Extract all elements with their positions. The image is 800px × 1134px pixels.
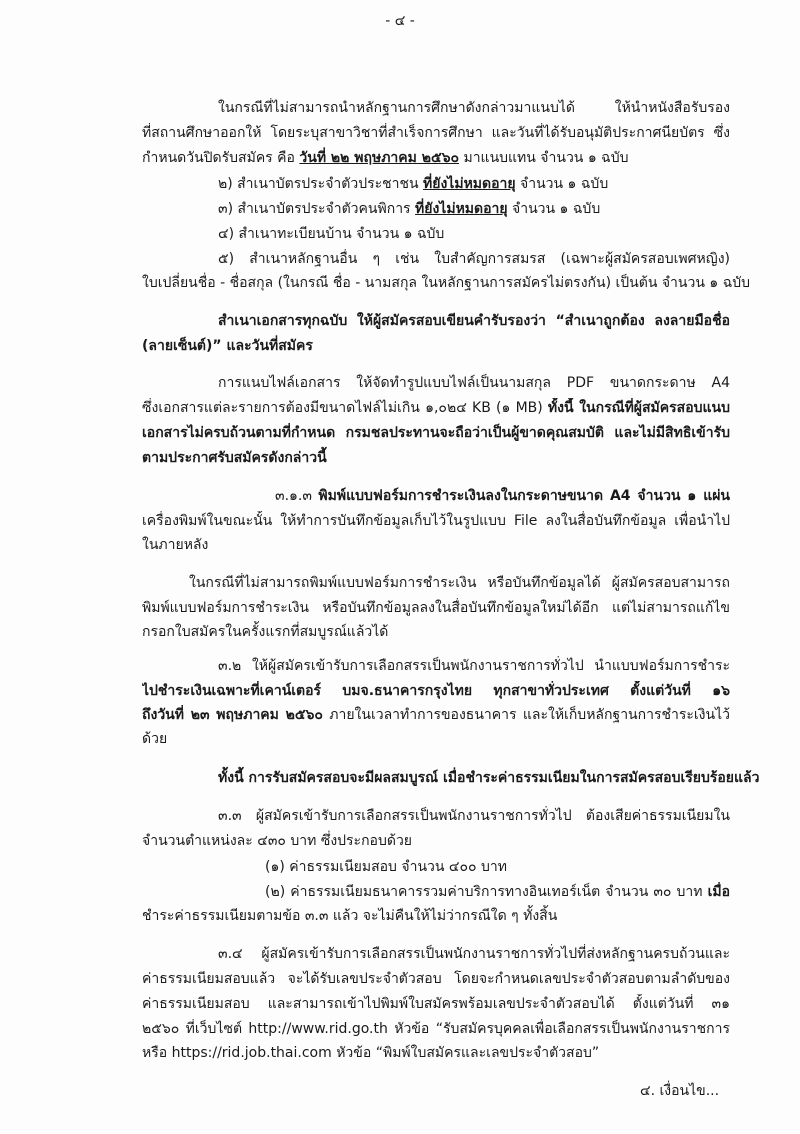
text-segment: (๒) ค่าธรรมเนียมธนาคารรวมค่าบริการทางอินเทอร์เน็ต จำนวน ๓๐ บาท — [265, 884, 708, 900]
page-number: - ๔ - — [385, 13, 415, 29]
text-segment: ค่าธรรมเนียมสอบ และสามารถเข้าไปพิมพ์ใบสมัครพร้อมเลขประจำตัวสอบได้ ตั้งแต่วันที่ ๓๑ — [142, 996, 730, 1012]
text-line — [265, 882, 730, 902]
text-line — [218, 224, 730, 244]
bold-text: ทั้งนี้ การรับสมัครสอบจะมีผลสมบูรณ์ เมื่อชำระค่าธรรมเนียมในการสมัครสอบเรียบร้อยแล้ว — [218, 770, 760, 786]
text-line — [142, 423, 730, 443]
text-line — [142, 123, 730, 143]
text-segment: ๔. เงื่อนไข... — [640, 1083, 720, 1099]
bold-text: ไปชำระเงินเฉพาะที่เคาน์เตอร์ บมจ.ธนาคารกรุงไทย ทุกสาขาทั่วประเทศ ตั้งแต่วันที่ ๑๖ — [142, 683, 730, 699]
text-line — [142, 705, 730, 725]
bold-text: เมื่อ — [707, 884, 730, 900]
text-line — [142, 598, 730, 618]
text-segment: ด้วย — [142, 731, 168, 747]
bold-text: เอกสารไม่ครบถ้วนตามที่กำหนด กรมชลประทานจะถือว่าเป็นผู้ขาดคุณสมบัติ และไม่มีสิทธิเข้ารับ — [142, 425, 730, 441]
text-line — [142, 448, 730, 468]
text-line — [142, 969, 730, 989]
underlined-emphasis: ที่ยังไม่หมดอายุ — [423, 176, 516, 192]
text-segment: ๔) สำเนาทะเบียนบ้าน จำนวน ๑ ฉบับ — [218, 226, 445, 242]
text-line — [142, 398, 730, 418]
text-segment: ๒) สำเนาบัตรประจำตัวประชาชน — [218, 176, 424, 192]
text-segment: ๓) สำเนาบัตรประจำตัวคนพิการ — [218, 201, 416, 217]
bold-text: พิมพ์แบบฟอร์มการชำระเงินลงในกระดาษขนาด A4 จำนวน ๑ แผ่น — [318, 488, 730, 504]
text-segment: จำนวนตำแหน่งละ ๔๓๐ บาท ซึ่งประกอบด้วย — [142, 833, 413, 849]
text-segment: มาแนบแทน จำนวน ๑ ฉบับ — [459, 150, 629, 166]
continuation-footer — [640, 1081, 719, 1101]
text-line — [189, 573, 730, 593]
text-line — [218, 806, 730, 826]
text-line — [142, 622, 730, 642]
text-segment: กำหนดวันปิดรับสมัคร คือ — [142, 150, 300, 166]
text-line — [218, 311, 730, 331]
text-segment: ๒๕๖๐ ที่เว็บไซต์ http://www.rid.go.th หัวข้อ “รับสมัครบุคคลเพื่อเลือกสรรเป็นพนักงานราชการ — [142, 1021, 730, 1037]
text-segment: หรือ https://rid.job.thai.com หัวข้อ “พิมพ์ใบสมัครและเลขประจำตัวสอบ” — [142, 1045, 600, 1061]
text-segment: กรอกใบสมัครในครั้งแรกที่สมบูรณ์แล้วได้ — [142, 624, 389, 640]
bold-text: ตามประกาศรับสมัครดังกล่าวนี้ — [142, 450, 327, 466]
underlined-emphasis: ที่ยังไม่หมดอายุ — [415, 201, 508, 217]
text-line — [142, 535, 730, 555]
text-line — [142, 336, 730, 356]
text-segment: ค่าธรรมเนียมสอบแล้ว จะได้รับเลขประจำตัวสอบ โดยจะกำหนดเลขประจำตัวสอบตามลำดับของ — [142, 971, 730, 987]
text-segment: ๓.๔ ผู้สมัครเข้ารับการเลือกสรรเป็นพนักงานราชการทั่วไปที่ส่งหลักฐานครบถ้วนและ — [218, 946, 730, 962]
text-segment: (๑) ค่าธรรมเนียมสอบ จำนวน ๔๐๐ บาท — [265, 859, 508, 875]
text-line — [218, 656, 730, 676]
text-line — [142, 729, 730, 749]
text-line — [218, 768, 760, 788]
text-segment: ที่สถานศึกษาออกให้ โดยระบุสาขาวิชาที่สำเร็จการศึกษา และวันที่ได้รับอนุมัติประกาศนียบัตร ซึ่ง — [142, 125, 730, 141]
text-segment: ๕) สำเนาหลักฐานอื่น ๆ เช่น ใบสำคัญการสมรส (เฉพาะผู้สมัครสอบเพศหญิง) — [218, 251, 730, 267]
bold-text: (ลายเซ็นต์)” และวันที่สมัคร — [142, 338, 313, 354]
text-line — [142, 681, 730, 701]
text-line — [142, 994, 730, 1014]
text-segment: ๓.๓ ผู้สมัครเข้ารับการเลือกสรรเป็นพนักงานราชการทั่วไป ต้องเสียค่าธรรมเนียมใน — [218, 808, 730, 824]
text-segment: ในกรณีที่ไม่สามารถพิมพ์แบบฟอร์มการชำระเงิน หรือบันทึกข้อมูลได้ ผู้สมัครสอบสามารถ — [189, 575, 730, 591]
text-line — [218, 944, 730, 964]
text-segment: เครื่องพิมพ์ในขณะนั้น ให้ทำการบันทึกข้อมูลเก็บไว้ในรูปแบบ File ลงในสื่อบันทึกข้อมูล เพื่อนำไป — [142, 513, 730, 529]
text-line — [142, 906, 730, 926]
text-line — [142, 831, 730, 851]
text-segment: พิมพ์แบบฟอร์มการชำระเงิน หรือบันทึกข้อมูลลงในสื่อบันทึกข้อมูลใหม่ได้อีก แต่ไม่สามารถแก้ไข — [142, 600, 730, 616]
text-segment: จำนวน ๑ ฉบับ — [515, 176, 609, 192]
bold-text: สำเนาเอกสารทุกฉบับ ให้ผู้สมัครสอบเขียนคำรับรองว่า “สำเนาถูกต้อง ลงลายมือชื่อ — [218, 313, 730, 329]
text-line — [275, 486, 730, 506]
text-segment: การแนบไฟล์เอกสาร ให้จัดทำรูปแบบไฟล์เป็นนามสกุล PDF ขนาดกระดาษ A4 — [218, 375, 730, 391]
text-line — [218, 249, 730, 269]
text-segment: ภายในเวลาทำการของธนาคาร และให้เก็บหลักฐานการชำระเงินไว้ — [329, 707, 730, 723]
bold-text: ถึงวันที่ ๒๓ พฤษภาคม ๒๕๖๐ — [142, 707, 323, 723]
text-line — [218, 98, 730, 118]
text-line — [218, 199, 730, 219]
text-line — [142, 148, 730, 168]
text-segment: ในภายหลัง — [142, 537, 209, 553]
bold-text: ทั้งนี้ ในกรณีที่ผู้สมัครสอบแนบ — [547, 400, 730, 416]
underlined-emphasis: วันที่ ๒๒ พฤษภาคม ๒๕๖๐ — [299, 150, 460, 166]
text-line — [218, 373, 730, 393]
text-segment: จำนวน ๑ ฉบับ — [507, 201, 601, 217]
text-segment: ใบเปลี่ยนชื่อ - ชื่อสกุล (ในกรณี ชื่อ - นามสกุล ในหลักฐานการสมัครไม่ตรงกัน) เป็นต้น จำนวน ๑ ฉบับ — [142, 275, 751, 291]
text-line — [142, 273, 751, 293]
text-segment: ๓.๑.๓ — [275, 488, 319, 504]
text-segment: ชำระค่าธรรมเนียมตามข้อ ๓.๓ แล้ว จะไม่คืนให้ไม่ว่ากรณีใด ๆ ทั้งสิ้น — [142, 908, 558, 924]
text-segment: ซึ่งเอกสารแต่ละรายการต้องมีขนาดไฟล์ไม่เกิน ๑,๐๒๔ KB (๑ MB) — [142, 400, 548, 416]
text-segment: ๓.๒ ให้ผู้สมัครเข้ารับการเลือกสรรเป็นพนักงานราชการทั่วไป นำแบบฟอร์มการชำระ — [218, 658, 730, 674]
text-segment: ในกรณีที่ไม่สามารถนำหลักฐานการศึกษาดังกล่าวมาแนบได้ ให้นำหนังสือรับรอง — [218, 100, 730, 116]
text-line — [142, 1043, 730, 1063]
text-line — [142, 1019, 730, 1039]
text-line — [265, 857, 730, 877]
text-line — [218, 174, 730, 194]
text-line — [142, 511, 730, 531]
